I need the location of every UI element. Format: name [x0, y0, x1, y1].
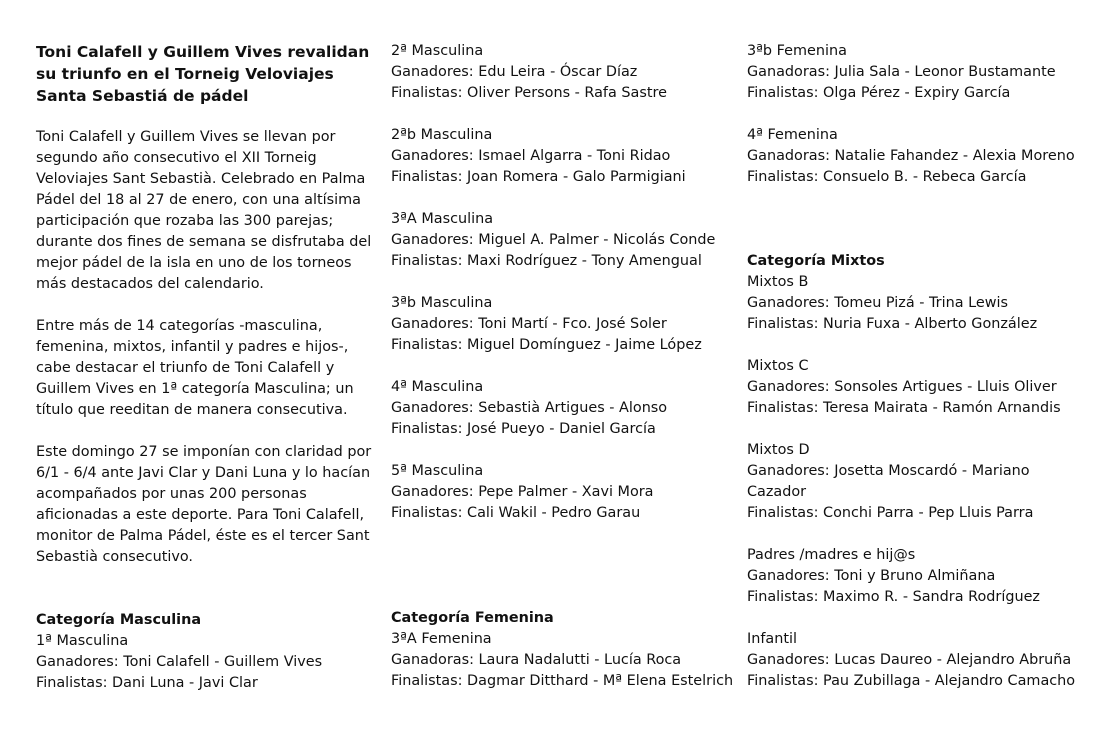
- finalists-line: Finalistas: José Pueyo - Daniel García: [391, 421, 656, 437]
- winners-line: Ganadores: Toni y Bruno Almiñana: [747, 568, 996, 584]
- paragraph-line: Guillem Vives en 1ª categoría Masculina; un: [36, 381, 354, 397]
- paragraph-line: Sebastià consecutivo.: [36, 549, 193, 565]
- division-4-femenina: [747, 125, 1087, 188]
- article-headline: [36, 41, 370, 107]
- division-2b-masculina: [391, 125, 731, 188]
- paragraph-line: cabe destacar el triunfo de Toni Calafell y: [36, 360, 335, 376]
- division-name: 3ªA Femenina: [391, 631, 492, 647]
- division-name: 4ª Masculina: [391, 379, 484, 395]
- finalists-line: Finalistas: Teresa Mairata - Ramón Arnandis: [747, 400, 1061, 416]
- winners-line: Ganadores: Tomeu Pizá - Trina Lewis: [747, 295, 1008, 311]
- spacer: [391, 566, 731, 608]
- category-femenina-3a: [391, 608, 734, 692]
- division-infantil: [747, 629, 1087, 692]
- division-name: 2ªb Masculina: [391, 127, 493, 143]
- paragraph-line: Este domingo 27 se imponían con claridad por: [36, 444, 372, 460]
- winners-line: Ganadores: Edu Leira - Óscar Díaz: [391, 64, 638, 80]
- category-title: Categoría Femenina: [391, 610, 554, 626]
- paragraph-line: más destacados del calendario.: [36, 276, 264, 292]
- spacer: [747, 188, 1087, 230]
- division-mixtos-c: [747, 356, 1087, 419]
- spacer: [747, 608, 1087, 629]
- finalists-line: Finalistas: Miguel Domínguez - Jaime López: [391, 337, 702, 353]
- paragraph-line: título que reeditan de manera consecutiva.: [36, 402, 348, 418]
- spacer: [391, 356, 731, 377]
- headline-line: Santa Sebastiá de pádel: [36, 87, 249, 105]
- finalists-line: Finalistas: Maxi Rodríguez - Tony Amengual: [391, 253, 702, 269]
- winners-line: Ganadoras: Natalie Fahandez - Alexia Moreno: [747, 148, 1075, 164]
- finalists-line: Finalistas: Joan Romera - Galo Parmigiani: [391, 169, 686, 185]
- division-name: Mixtos B: [747, 274, 809, 290]
- winners-line: Ganadores: Lucas Daureo - Alejandro Abruña: [747, 652, 1072, 668]
- winners-line: Ganadores: Toni Martí - Fco. José Soler: [391, 316, 667, 332]
- finalists-line: Finalistas: Cali Wakil - Pedro Garau: [391, 505, 641, 521]
- division-3b-masculina: [391, 293, 731, 356]
- winners-line: Ganadores: Pepe Palmer - Xavi Mora: [391, 484, 654, 500]
- winners-line: Ganadoras: Julia Sala - Leonor Bustamante: [747, 64, 1056, 80]
- division-name: 4ª Femenina: [747, 127, 838, 143]
- spacer: [747, 524, 1087, 545]
- finalists-line: Finalistas: Nuria Fuxa - Alberto González: [747, 316, 1038, 332]
- spacer: [391, 440, 731, 461]
- winners-line: Ganadores: Josetta Moscardó - Mariano: [747, 463, 1030, 479]
- paragraph-line: aficionadas a este deporte. Para Toni Calafell,: [36, 507, 365, 523]
- spacer: [391, 104, 731, 125]
- spacer: [391, 272, 731, 293]
- article-paragraph-2: [36, 316, 366, 421]
- spacer: [391, 524, 731, 566]
- division-name: Mixtos C: [747, 358, 809, 374]
- finalists-line: Finalistas: Olga Pérez - Expiry García: [747, 85, 1011, 101]
- winners-line: Ganadores: Ismael Algarra - Toni Ridao: [391, 148, 671, 164]
- spacer: [36, 589, 366, 610]
- winners-line: Ganadores: Sonsoles Artigues - Lluis Oliver: [747, 379, 1057, 395]
- article-column: [36, 41, 372, 694]
- results-column-3: [747, 41, 1087, 692]
- category-mixtos-b: [747, 251, 1087, 335]
- paragraph-line: Toni Calafell y Guillem Vives se llevan por: [36, 129, 336, 145]
- paragraph-line: durante dos fines de semana se disfrutaba del: [36, 234, 372, 250]
- division-name: Padres /madres e hij@s: [747, 547, 916, 563]
- paragraph-line: mejor pádel de la isla en uno de los torneos: [36, 255, 352, 271]
- finalists-line: Finalistas: Oliver Persons - Rafa Sastre: [391, 85, 667, 101]
- division-name: 1ª Masculina: [36, 633, 129, 649]
- division-3b-femenina: [747, 41, 1087, 104]
- division-name: 2ª Masculina: [391, 43, 484, 59]
- spacer: [391, 188, 731, 209]
- paragraph-line: Entre más de 14 categorías -masculina,: [36, 318, 323, 334]
- finalists-line: Finalistas: Conchi Parra - Pep Lluis Parra: [747, 505, 1034, 521]
- finalists-line: Finalistas: Pau Zubillaga - Alejandro Camacho: [747, 673, 1076, 689]
- article-paragraph-3: [36, 442, 372, 568]
- finalists-line: Finalistas: Maximo R. - Sandra Rodríguez: [747, 589, 1040, 605]
- winners-line: Ganadoras: Laura Nadalutti - Lucía Roca: [391, 652, 682, 668]
- winners-line: Ganadores: Sebastià Artigues - Alonso: [391, 400, 668, 416]
- headline-line: Toni Calafell y Guillem Vives revalidan: [36, 43, 370, 61]
- results-column-2: [391, 41, 734, 692]
- paragraph-line: acompañados por unas 200 personas: [36, 486, 307, 502]
- spacer: [747, 335, 1087, 356]
- finalists-line: Finalistas: Consuelo B. - Rebeca García: [747, 169, 1027, 185]
- paragraph-line: segundo año consecutivo el XII Torneig: [36, 150, 317, 166]
- division-3a-masculina: [391, 209, 731, 272]
- winners-line: Ganadores: Toni Calafell - Guillem Vives: [36, 654, 323, 670]
- paragraph-line: femenina, mixtos, infantil y padres e hijos-,: [36, 339, 349, 355]
- division-padres-hijos: [747, 545, 1087, 608]
- article-paragraph-1: [36, 127, 372, 295]
- finalists-line: Finalistas: Dagmar Ditthard - Mª Elena Estelrich: [391, 673, 734, 689]
- division-name: 3ªA Masculina: [391, 211, 494, 227]
- category-title: Categoría Mixtos: [747, 253, 885, 269]
- division-5-masculina: [391, 461, 731, 524]
- paragraph-line: Veloviajes Sant Sebastià. Celebrado en Palma: [36, 171, 366, 187]
- paragraph-line: monitor de Palma Pádel, éste es el tercer Sant: [36, 528, 370, 544]
- finalists-line: Finalistas: Dani Luna - Javi Clar: [36, 675, 258, 691]
- paragraph-line: participación que rozaba las 300 parejas;: [36, 213, 334, 229]
- division-4-masculina: [391, 377, 731, 440]
- spacer: [747, 230, 1087, 251]
- division-name: Mixtos D: [747, 442, 810, 458]
- division-2-masculina: [391, 41, 731, 104]
- spacer: [747, 419, 1087, 440]
- paragraph-line: 6/1 - 6/4 ante Javi Clar y Dani Luna y lo hacían: [36, 465, 371, 481]
- winners-line-continued: Cazador: [747, 484, 807, 500]
- division-mixtos-d: [747, 440, 1087, 524]
- division-name: 3ªb Masculina: [391, 295, 493, 311]
- headline-line: su triunfo en el Torneig Veloviajes: [36, 65, 334, 83]
- winners-line: Ganadores: Miguel A. Palmer - Nicolás Conde: [391, 232, 716, 248]
- category-masculina-1: [36, 610, 366, 694]
- division-name: 3ªb Femenina: [747, 43, 847, 59]
- category-title: Categoría Masculina: [36, 612, 202, 628]
- paragraph-line: Pádel del 18 al 27 de enero, con una altísima: [36, 192, 361, 208]
- division-name: 5ª Masculina: [391, 463, 484, 479]
- spacer: [747, 104, 1087, 125]
- division-name: Infantil: [747, 631, 798, 647]
